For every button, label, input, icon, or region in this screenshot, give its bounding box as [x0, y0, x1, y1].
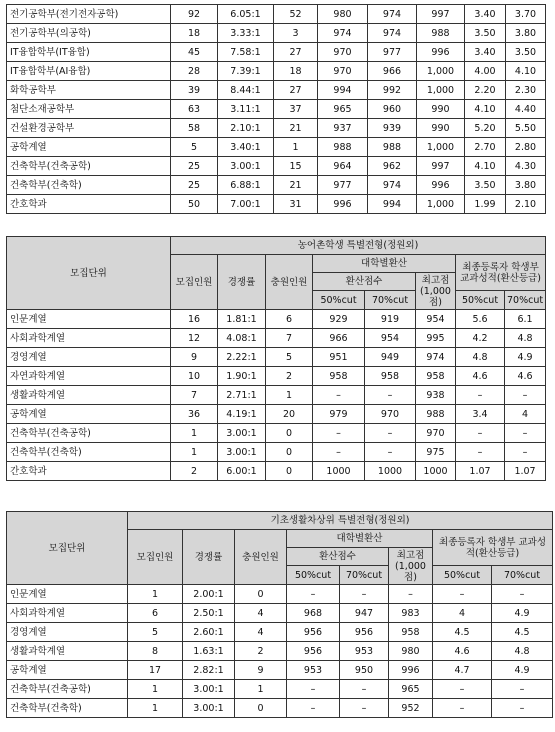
value-cell: 965: [389, 680, 433, 699]
table-row: [7, 623, 553, 642]
header-conversion-score: 환산점수: [313, 273, 416, 291]
value-cell: 4.7: [433, 661, 492, 680]
table-row: [7, 5, 546, 24]
value-cell: 4.6: [456, 367, 505, 386]
value-cell: 949: [365, 348, 416, 367]
value-cell: 3: [274, 24, 318, 43]
value-cell: 0: [235, 585, 287, 604]
value-cell: 2.70: [465, 138, 506, 157]
value-cell: 4.8: [505, 329, 546, 348]
header-conversion-score: 환산점수: [287, 548, 389, 566]
admissions-table-continued: [6, 4, 546, 214]
value-cell: 5: [128, 623, 183, 642]
unit-name-cell: 사회과학계열: [7, 604, 128, 623]
table-row: [7, 642, 553, 661]
unit-name-cell: 간호학과: [7, 462, 171, 481]
value-cell: –: [313, 424, 365, 443]
unit-name-cell: 공학계열: [7, 405, 171, 424]
value-cell: 4.8: [492, 642, 553, 661]
value-cell: 2.60:1: [183, 623, 235, 642]
header-grade-group: 최종등록자 학생부 교과성적(환산등급): [433, 530, 553, 566]
value-cell: 919: [365, 310, 416, 329]
unit-name-cell: 화학공학부: [7, 81, 171, 100]
value-cell: 6.05:1: [218, 5, 274, 24]
unit-name-cell: 전기공학부(전기전자공학): [7, 5, 171, 24]
value-cell: 7.00:1: [218, 195, 274, 214]
value-cell: 996: [417, 176, 465, 195]
header-unit: 모집단위: [7, 237, 171, 310]
table-row: [7, 424, 546, 443]
value-cell: 1000: [416, 462, 456, 481]
value-cell: 988: [416, 405, 456, 424]
value-cell: 979: [313, 405, 365, 424]
value-cell: 1.90:1: [218, 367, 266, 386]
value-cell: 2.22:1: [218, 348, 266, 367]
rural-student-admissions-table: [6, 236, 546, 481]
table-row: [7, 348, 546, 367]
value-cell: 2: [266, 367, 313, 386]
value-cell: 2.80: [506, 138, 546, 157]
table-row: [7, 195, 546, 214]
value-cell: 951: [313, 348, 365, 367]
value-cell: 3.00:1: [218, 443, 266, 462]
header-competition: 경쟁률: [183, 530, 235, 585]
header-quota: 모집인원: [128, 530, 183, 585]
value-cell: 16: [171, 310, 218, 329]
header-grade-group: 최종등록자 학생부 교과성적(환산등급): [456, 255, 546, 291]
value-cell: 974: [368, 176, 417, 195]
unit-name-cell: 생활과학계열: [7, 642, 128, 661]
header-unit: 모집단위: [7, 512, 128, 585]
value-cell: 1,000: [417, 195, 465, 214]
header-g50: 50%cut: [433, 566, 492, 585]
value-cell: 992: [368, 81, 417, 100]
value-cell: 6.00:1: [218, 462, 266, 481]
value-cell: 3.50: [465, 176, 506, 195]
unit-name-cell: 인문계열: [7, 585, 128, 604]
table-row: [7, 100, 546, 119]
value-cell: 956: [340, 623, 389, 642]
value-cell: 1: [171, 424, 218, 443]
value-cell: 5: [266, 348, 313, 367]
value-cell: 964: [318, 157, 368, 176]
value-cell: 966: [313, 329, 365, 348]
value-cell: 994: [318, 81, 368, 100]
value-cell: 980: [389, 642, 433, 661]
value-cell: 2.20: [465, 81, 506, 100]
value-cell: 4.2: [456, 329, 505, 348]
table-row: [7, 62, 546, 81]
value-cell: 4.5: [492, 623, 553, 642]
header-p70: 70%cut: [365, 291, 416, 310]
value-cell: 4.40: [506, 100, 546, 119]
header-p70: 70%cut: [340, 566, 389, 585]
value-cell: 5.6: [456, 310, 505, 329]
value-cell: 4.9: [492, 661, 553, 680]
value-cell: 18: [274, 62, 318, 81]
header-g70: 70%cut: [492, 566, 553, 585]
unit-name-cell: 건축학부(건축공학): [7, 424, 171, 443]
value-cell: 6.1: [505, 310, 546, 329]
header-extra: 충원인원: [266, 255, 313, 310]
value-cell: 2.50:1: [183, 604, 235, 623]
header-extra: 충원인원: [235, 530, 287, 585]
value-cell: 7: [266, 329, 313, 348]
value-cell: 997: [417, 5, 465, 24]
value-cell: –: [287, 680, 340, 699]
value-cell: 3.80: [506, 176, 546, 195]
value-cell: 4: [235, 604, 287, 623]
value-cell: 6: [266, 310, 313, 329]
value-cell: 3.40: [465, 43, 506, 62]
value-cell: 2.82:1: [183, 661, 235, 680]
value-cell: 958: [313, 367, 365, 386]
value-cell: 929: [313, 310, 365, 329]
value-cell: 7.39:1: [218, 62, 274, 81]
value-cell: 962: [368, 157, 417, 176]
value-cell: 7.58:1: [218, 43, 274, 62]
value-cell: 4.08:1: [218, 329, 266, 348]
unit-name-cell: 건축학부(건축공학): [7, 157, 171, 176]
value-cell: 980: [318, 5, 368, 24]
unit-name-cell: 건축학부(건축학): [7, 443, 171, 462]
value-cell: 8.44:1: [218, 81, 274, 100]
header-top-score: 최고점(1,000점): [416, 273, 456, 310]
value-cell: 974: [416, 348, 456, 367]
table-row: [7, 405, 546, 424]
value-cell: 3.00:1: [183, 699, 235, 718]
value-cell: 6: [128, 604, 183, 623]
value-cell: 5: [171, 138, 218, 157]
value-cell: 0: [266, 424, 313, 443]
value-cell: 9: [235, 661, 287, 680]
table-row: [7, 43, 546, 62]
value-cell: –: [505, 443, 546, 462]
table-row: [7, 81, 546, 100]
value-cell: 1.81:1: [218, 310, 266, 329]
value-cell: 17: [128, 661, 183, 680]
value-cell: 994: [368, 195, 417, 214]
value-cell: 39: [171, 81, 218, 100]
table-row: [7, 329, 546, 348]
value-cell: 4.5: [433, 623, 492, 642]
unit-name-cell: 첨단소재공학부: [7, 100, 171, 119]
value-cell: 27: [274, 43, 318, 62]
value-cell: 7: [171, 386, 218, 405]
value-cell: 4: [433, 604, 492, 623]
unit-name-cell: IT융합학부(IT융합): [7, 43, 171, 62]
value-cell: 12: [171, 329, 218, 348]
value-cell: 28: [171, 62, 218, 81]
value-cell: 4.9: [505, 348, 546, 367]
value-cell: 977: [318, 176, 368, 195]
header-g70: 70%cut: [505, 291, 546, 310]
value-cell: 996: [318, 195, 368, 214]
value-cell: 958: [416, 367, 456, 386]
value-cell: 1: [128, 699, 183, 718]
unit-name-cell: 사회과학계열: [7, 329, 171, 348]
value-cell: 6.88:1: [218, 176, 274, 195]
value-cell: 10: [171, 367, 218, 386]
value-cell: –: [389, 585, 433, 604]
value-cell: 996: [389, 661, 433, 680]
header-conversion-group: 대학별환산: [287, 530, 433, 548]
header-p50: 50%cut: [313, 291, 365, 310]
value-cell: 0: [266, 443, 313, 462]
value-cell: 25: [171, 176, 218, 195]
value-cell: 954: [416, 310, 456, 329]
value-cell: 974: [318, 24, 368, 43]
value-cell: 5.50: [506, 119, 546, 138]
value-cell: 4.6: [505, 367, 546, 386]
value-cell: 953: [287, 661, 340, 680]
value-cell: –: [313, 386, 365, 405]
value-cell: 990: [417, 119, 465, 138]
basic-livelihood-admissions-table: [6, 511, 553, 718]
value-cell: 4.30: [506, 157, 546, 176]
value-cell: 1: [128, 680, 183, 699]
value-cell: 0: [266, 462, 313, 481]
value-cell: –: [505, 424, 546, 443]
value-cell: –: [456, 386, 505, 405]
unit-name-cell: IT융합학부(AI융합): [7, 62, 171, 81]
value-cell: 953: [340, 642, 389, 661]
header-title: 농어촌학생 특별전형(정원외): [171, 237, 546, 255]
value-cell: 3.33:1: [218, 24, 274, 43]
value-cell: 3.00:1: [183, 680, 235, 699]
unit-name-cell: 공학계열: [7, 138, 171, 157]
value-cell: 3.00:1: [218, 424, 266, 443]
value-cell: 1000: [313, 462, 365, 481]
unit-name-cell: 공학계열: [7, 661, 128, 680]
value-cell: –: [340, 680, 389, 699]
table-row: [7, 24, 546, 43]
value-cell: 4: [235, 623, 287, 642]
header-competition: 경쟁률: [218, 255, 266, 310]
table-row: [7, 386, 546, 405]
table-row: [7, 585, 553, 604]
table-row: [7, 604, 553, 623]
value-cell: 4.19:1: [218, 405, 266, 424]
value-cell: –: [365, 424, 416, 443]
header-quota: 모집인원: [171, 255, 218, 310]
value-cell: 968: [287, 604, 340, 623]
value-cell: –: [433, 699, 492, 718]
value-cell: 3.4: [456, 405, 505, 424]
value-cell: 45: [171, 43, 218, 62]
value-cell: 20: [266, 405, 313, 424]
value-cell: 15: [274, 157, 318, 176]
value-cell: 1.63:1: [183, 642, 235, 661]
unit-name-cell: 전기공학부(의공학): [7, 24, 171, 43]
value-cell: 958: [389, 623, 433, 642]
value-cell: 3.80: [506, 24, 546, 43]
value-cell: 2.00:1: [183, 585, 235, 604]
value-cell: 983: [389, 604, 433, 623]
value-cell: –: [433, 680, 492, 699]
value-cell: 3.40:1: [218, 138, 274, 157]
value-cell: 977: [368, 43, 417, 62]
value-cell: –: [365, 443, 416, 462]
value-cell: 2: [235, 642, 287, 661]
value-cell: 2.10: [506, 195, 546, 214]
value-cell: –: [313, 443, 365, 462]
unit-name-cell: 건축학부(건축학): [7, 176, 171, 195]
value-cell: 1,000: [417, 138, 465, 157]
value-cell: 2.10:1: [218, 119, 274, 138]
value-cell: –: [365, 386, 416, 405]
unit-name-cell: 건축학부(건축학): [7, 699, 128, 718]
unit-name-cell: 인문계열: [7, 310, 171, 329]
value-cell: 974: [368, 5, 417, 24]
value-cell: –: [505, 386, 546, 405]
value-cell: 1: [266, 386, 313, 405]
unit-name-cell: 자연과학계열: [7, 367, 171, 386]
value-cell: 947: [340, 604, 389, 623]
value-cell: 4.10: [465, 100, 506, 119]
header-g50: 50%cut: [456, 291, 505, 310]
value-cell: 950: [340, 661, 389, 680]
value-cell: 939: [368, 119, 417, 138]
value-cell: 2: [171, 462, 218, 481]
value-cell: 1,000: [417, 81, 465, 100]
value-cell: 4.00: [465, 62, 506, 81]
value-cell: 988: [318, 138, 368, 157]
table-row: [7, 157, 546, 176]
value-cell: –: [492, 699, 553, 718]
value-cell: 970: [318, 43, 368, 62]
table-row: [7, 119, 546, 138]
table-row: [7, 462, 546, 481]
table-row: [7, 367, 546, 386]
value-cell: 938: [416, 386, 456, 405]
value-cell: 4.10: [465, 157, 506, 176]
value-cell: 31: [274, 195, 318, 214]
value-cell: 1,000: [417, 62, 465, 81]
value-cell: –: [340, 585, 389, 604]
value-cell: 988: [417, 24, 465, 43]
value-cell: 37: [274, 100, 318, 119]
value-cell: 25: [171, 157, 218, 176]
value-cell: 1: [235, 680, 287, 699]
unit-name-cell: 간호학과: [7, 195, 171, 214]
table-row: [7, 443, 546, 462]
header-p50: 50%cut: [287, 566, 340, 585]
value-cell: 956: [287, 642, 340, 661]
value-cell: 965: [318, 100, 368, 119]
value-cell: 970: [318, 62, 368, 81]
value-cell: –: [287, 585, 340, 604]
value-cell: 956: [287, 623, 340, 642]
value-cell: –: [492, 680, 553, 699]
table-row: [7, 310, 546, 329]
value-cell: –: [340, 699, 389, 718]
value-cell: 1: [171, 443, 218, 462]
value-cell: 4.6: [433, 642, 492, 661]
value-cell: 3.50: [506, 43, 546, 62]
value-cell: 4: [505, 405, 546, 424]
value-cell: 2.71:1: [218, 386, 266, 405]
unit-name-cell: 건축학부(건축공학): [7, 680, 128, 699]
table-row: [7, 138, 546, 157]
value-cell: 52: [274, 5, 318, 24]
value-cell: 966: [368, 62, 417, 81]
table-row: [7, 680, 553, 699]
value-cell: 0: [235, 699, 287, 718]
value-cell: 21: [274, 176, 318, 195]
unit-name-cell: 생활과학계열: [7, 386, 171, 405]
value-cell: 4.9: [492, 604, 553, 623]
value-cell: 952: [389, 699, 433, 718]
value-cell: 63: [171, 100, 218, 119]
value-cell: 975: [416, 443, 456, 462]
value-cell: 997: [417, 157, 465, 176]
value-cell: 1.99: [465, 195, 506, 214]
value-cell: 21: [274, 119, 318, 138]
value-cell: 1000: [365, 462, 416, 481]
table-row: [7, 176, 546, 195]
value-cell: 18: [171, 24, 218, 43]
value-cell: 1.07: [456, 462, 505, 481]
header-top-score: 최고점(1,000점): [389, 548, 433, 585]
value-cell: 970: [365, 405, 416, 424]
header-conversion-group: 대학별환산: [313, 255, 456, 273]
unit-name-cell: 경영계열: [7, 623, 128, 642]
value-cell: 2.30: [506, 81, 546, 100]
value-cell: 1: [128, 585, 183, 604]
value-cell: 92: [171, 5, 218, 24]
header-title: 기초생활차상위 특별전형(정원외): [128, 512, 553, 530]
value-cell: 954: [365, 329, 416, 348]
value-cell: 960: [368, 100, 417, 119]
table-row: [7, 699, 553, 718]
value-cell: 970: [416, 424, 456, 443]
value-cell: 4.10: [506, 62, 546, 81]
value-cell: 58: [171, 119, 218, 138]
value-cell: –: [456, 424, 505, 443]
value-cell: 995: [416, 329, 456, 348]
unit-name-cell: 건설환경공학부: [7, 119, 171, 138]
value-cell: 3.40: [465, 5, 506, 24]
value-cell: 8: [128, 642, 183, 661]
value-cell: 958: [365, 367, 416, 386]
value-cell: –: [456, 443, 505, 462]
value-cell: 36: [171, 405, 218, 424]
value-cell: –: [433, 585, 492, 604]
value-cell: 50: [171, 195, 218, 214]
value-cell: 988: [368, 138, 417, 157]
value-cell: 3.70: [506, 5, 546, 24]
value-cell: 3.11:1: [218, 100, 274, 119]
value-cell: 9: [171, 348, 218, 367]
value-cell: 5.20: [465, 119, 506, 138]
value-cell: 4.8: [456, 348, 505, 367]
value-cell: –: [287, 699, 340, 718]
unit-name-cell: 경영계열: [7, 348, 171, 367]
value-cell: 3.50: [465, 24, 506, 43]
value-cell: –: [492, 585, 553, 604]
value-cell: 937: [318, 119, 368, 138]
value-cell: 990: [417, 100, 465, 119]
value-cell: 3.00:1: [218, 157, 274, 176]
value-cell: 974: [368, 24, 417, 43]
value-cell: 1.07: [505, 462, 546, 481]
value-cell: 996: [417, 43, 465, 62]
value-cell: 1: [274, 138, 318, 157]
table-row: [7, 661, 553, 680]
value-cell: 27: [274, 81, 318, 100]
